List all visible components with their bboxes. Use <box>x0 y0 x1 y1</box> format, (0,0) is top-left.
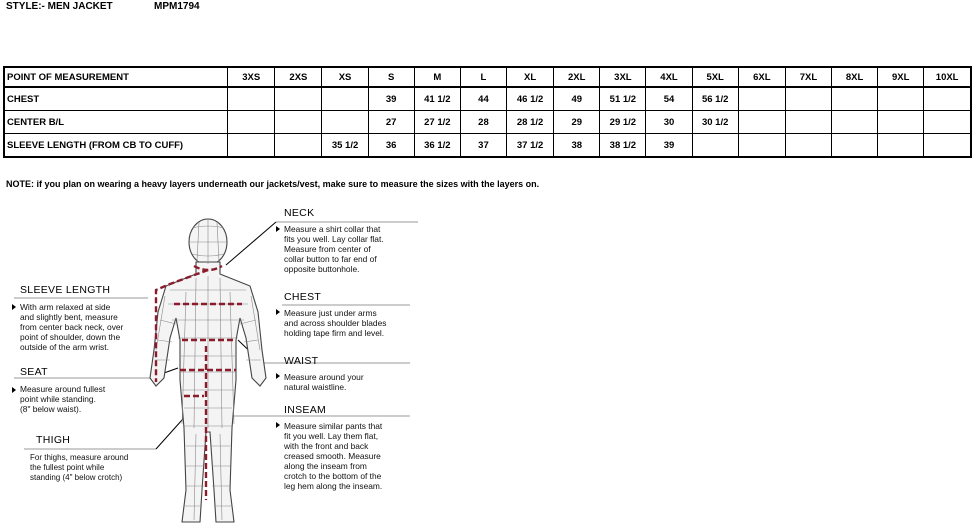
column-header-size: 6XL <box>738 67 785 87</box>
table-cell: 30 <box>646 111 692 134</box>
seat-bullet <box>12 387 16 393</box>
table-row <box>4 134 971 158</box>
waist-text: Measure around your natural waistline. <box>284 372 364 392</box>
inseam-text: Measure similar pants that fit you well. Lay them flat, with the front and back creased smooth. Measure along the inseam from crotch to the bottom of the leg hem along the inseam. <box>284 421 383 491</box>
column-header-size: 5XL <box>692 67 738 87</box>
column-header-size: XS <box>322 67 368 87</box>
column-header-size: 8XL <box>832 67 878 87</box>
table-cell <box>228 134 275 158</box>
style-code: MPM1794 <box>154 1 200 12</box>
table-cell <box>322 111 368 134</box>
thigh-title: THIGH <box>36 434 71 446</box>
table-cell <box>785 87 831 111</box>
table-cell <box>924 87 971 111</box>
neck-text: Measure a shirt collar that fits you well. Lay collar flat. Measure from center of collar button to far end of opposite buttonhole. <box>284 224 384 274</box>
neck-bullet <box>276 226 280 232</box>
table-cell: 36 1/2 <box>414 134 460 158</box>
column-header-size: S <box>368 67 414 87</box>
inseam-bullet <box>276 422 280 428</box>
thigh-text: For thighs, measure around the fullest point while standing (4" below crotch) <box>30 453 129 482</box>
table-cell: 39 <box>646 134 692 158</box>
table-cell: 37 <box>460 134 506 158</box>
table-cell: 35 1/2 <box>322 134 368 158</box>
column-header-size: 3XS <box>228 67 275 87</box>
column-header-size: 2XL <box>554 67 600 87</box>
table-cell <box>692 134 738 158</box>
table-cell <box>738 111 785 134</box>
column-header-size: 3XL <box>600 67 646 87</box>
table-row <box>4 87 971 111</box>
table-cell: 54 <box>646 87 692 111</box>
table-cell: 49 <box>554 87 600 111</box>
column-header-size: 10XL <box>924 67 971 87</box>
table-cell: 27 <box>368 111 414 134</box>
table-cell: 30 1/2 <box>692 111 738 134</box>
seat-text: Measure around fullest point while standing. (8" below waist). <box>20 384 106 414</box>
table-cell: 28 <box>460 111 506 134</box>
table-cell <box>878 111 924 134</box>
column-header-size: 2XS <box>275 67 322 87</box>
size-chart-table <box>3 66 972 158</box>
row-label: SLEEVE LENGTH (FROM CB TO CUFF) <box>4 134 228 158</box>
column-header-size: M <box>414 67 460 87</box>
column-header-size: 9XL <box>878 67 924 87</box>
table-cell <box>785 111 831 134</box>
table-cell <box>832 134 878 158</box>
column-header-size: L <box>460 67 506 87</box>
table-cell: 51 1/2 <box>600 87 646 111</box>
table-cell <box>228 111 275 134</box>
table-cell <box>924 134 971 158</box>
waist-title: WAIST <box>284 355 319 367</box>
table-cell: 56 1/2 <box>692 87 738 111</box>
table-cell <box>275 134 322 158</box>
chest-text: Measure just under arms and across shoulder blades holding tape firm and level. <box>284 308 387 338</box>
table-cell <box>275 111 322 134</box>
table-cell <box>832 111 878 134</box>
column-header-size: XL <box>507 67 554 87</box>
inseam-title: INSEAM <box>284 404 327 416</box>
sleeve-length-text: With arm relaxed at side and slightly bent, measure from center back neck, over point of shoulder, down the outside of the arm wrist. <box>20 302 124 352</box>
table-cell: 39 <box>368 87 414 111</box>
style-header <box>6 1 200 12</box>
table-cell: 29 <box>554 111 600 134</box>
sleeve-bullet <box>12 304 16 310</box>
table-cell: 38 1/2 <box>600 134 646 158</box>
layering-note: NOTE: if you plan on wearing a heavy layers underneath our jackets/vest, make sure to measure the sizes with the layers on. <box>6 179 540 189</box>
style-label: STYLE:- MEN JACKET <box>6 1 113 12</box>
table-cell: 37 1/2 <box>507 134 554 158</box>
table-cell: 38 <box>554 134 600 158</box>
table-cell <box>878 87 924 111</box>
table-cell: 46 1/2 <box>507 87 554 111</box>
neck-title: NECK <box>284 207 315 219</box>
chest-title: CHEST <box>284 291 322 303</box>
table-cell <box>878 134 924 158</box>
table-cell <box>832 87 878 111</box>
table-header-row <box>4 67 971 87</box>
seat-title: SEAT <box>20 366 48 378</box>
table-cell: 44 <box>460 87 506 111</box>
table-cell <box>924 111 971 134</box>
table-cell: 27 1/2 <box>414 111 460 134</box>
column-header-size: 4XL <box>646 67 692 87</box>
table-cell: 41 1/2 <box>414 87 460 111</box>
row-label: CHEST <box>4 87 228 111</box>
column-header-size: 7XL <box>785 67 831 87</box>
column-header-pom: POINT OF MEASUREMENT <box>4 67 228 87</box>
table-cell <box>785 134 831 158</box>
table-cell: 29 1/2 <box>600 111 646 134</box>
sleeve-length-title: SLEEVE LENGTH <box>20 284 111 296</box>
waist-bullet <box>276 373 280 379</box>
table-row <box>4 111 971 134</box>
chest-bullet <box>276 309 280 315</box>
table-cell <box>228 87 275 111</box>
measurement-guide <box>0 200 460 532</box>
row-label: CENTER B/L <box>4 111 228 134</box>
table-cell: 36 <box>368 134 414 158</box>
table-cell <box>738 134 785 158</box>
table-cell <box>275 87 322 111</box>
table-cell <box>322 87 368 111</box>
table-cell: 28 1/2 <box>507 111 554 134</box>
table-cell <box>738 87 785 111</box>
